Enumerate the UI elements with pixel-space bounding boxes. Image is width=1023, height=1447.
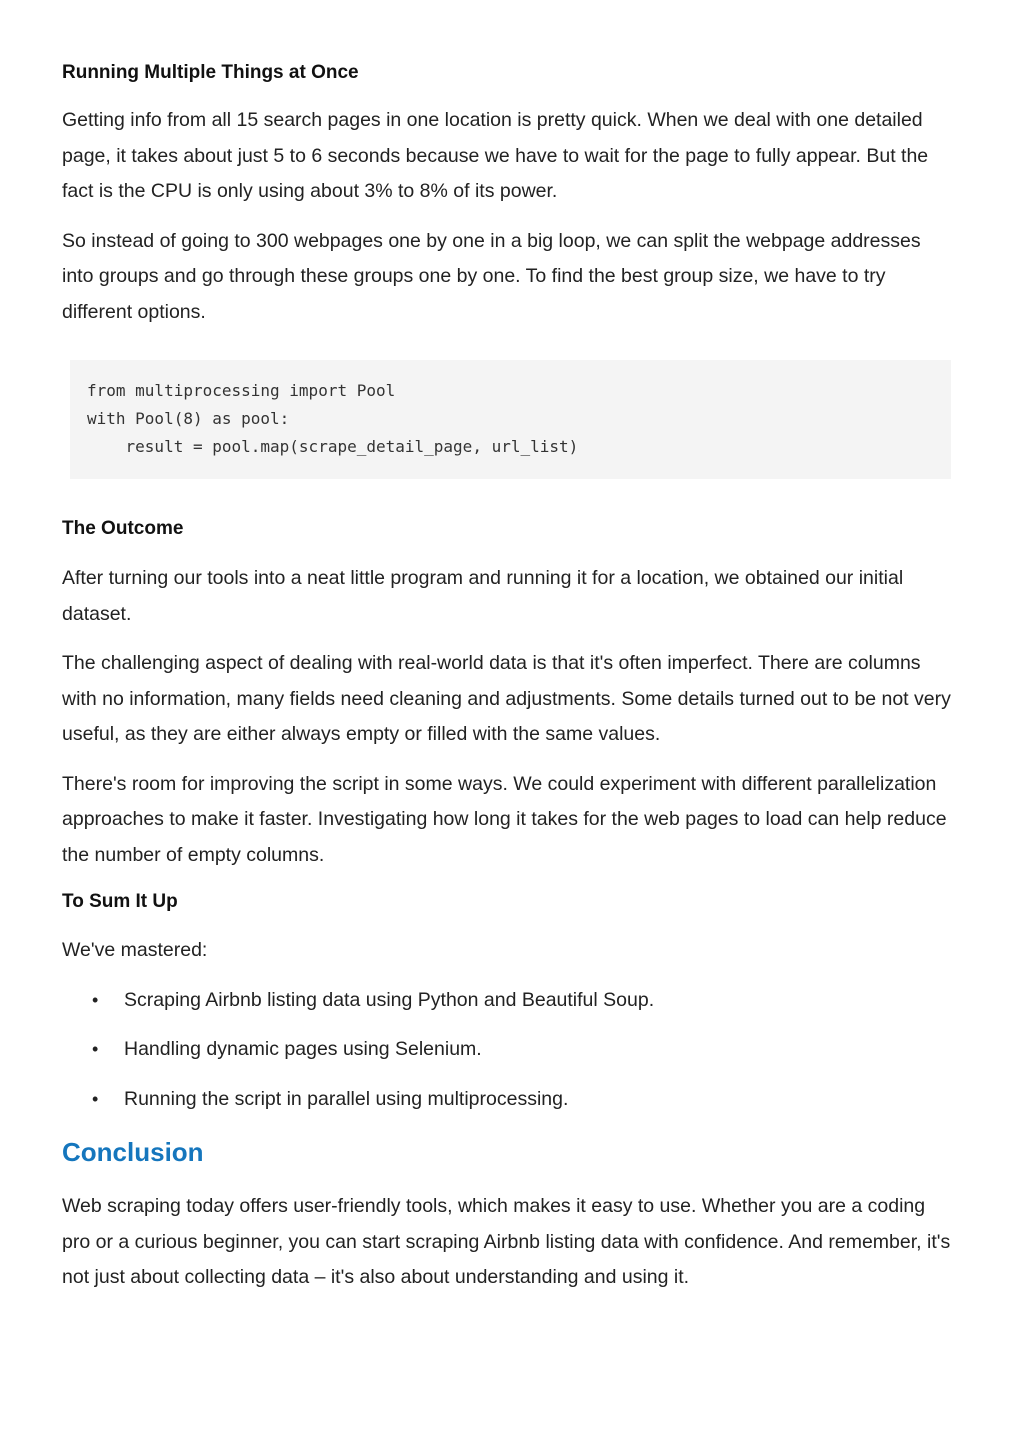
list-item-text: Running the script in parallel using multiprocessing. <box>124 1087 569 1110</box>
list-item <box>62 983 957 1019</box>
paragraph-multi-1: Getting info from all 15 search pages in one location is pretty quick. When we deal with one detailed page, it takes about just 5 to 6 seconds because we have to wait for the page to fully appear. But the fact is the CPU is only using about 3% to 8% of its power. <box>62 109 929 202</box>
summary-list <box>62 983 957 1118</box>
list-item-text: Scraping Airbnb listing data using Python and Beautiful Soup. <box>124 988 655 1011</box>
code-line: with Pool(8) as pool: <box>87 409 290 428</box>
heading-running-multiple: Running Multiple Things at Once <box>62 62 359 83</box>
document-page <box>62 58 957 1296</box>
list-item-text: Handling dynamic pages using Selenium. <box>124 1038 482 1060</box>
bullet-icon: • <box>92 1088 99 1109</box>
heading-outcome: The Outcome <box>62 518 184 539</box>
bullet-icon: • <box>92 989 99 1010</box>
code-block <box>70 360 951 479</box>
paragraph-outcome-1: After turning our tools into a neat little program and running it for a location, we obtained our initial dataset. <box>62 567 904 625</box>
heading-sum-it-up: To Sum It Up <box>62 891 178 912</box>
paragraph-multi-2: So instead of going to 300 webpages one by one in a big loop, we can split the webpage addresses into groups and go through these groups one by one. To find the best group size, we have to try different options. <box>62 229 921 323</box>
paragraph-conclusion: Web scraping today offers user-friendly tools, which makes it easy to use. Whether you are a coding pro or a curious beginner, you can start scraping Airbnb listing data with confidence. And remember, it's not just about collecting data – it's also about understanding and using it. <box>62 1195 951 1288</box>
heading-conclusion: Conclusion <box>62 1137 204 1167</box>
list-item <box>62 1082 957 1118</box>
paragraph-sum-intro: We've mastered: <box>62 939 208 961</box>
code-line: from multiprocessing import Pool <box>87 381 396 400</box>
paragraph-outcome-2: The challenging aspect of dealing with real-world data is that it's often imperfect. There are columns with no information, many fields need cleaning and adjustments. Some details turned out to be not very useful, as they are either always empty or filled with the same values. <box>62 652 951 745</box>
code-line: result = pool.map(scrape_detail_page, url_list) <box>87 437 579 456</box>
bullet-icon: • <box>92 1039 99 1059</box>
paragraph-outcome-3: There's room for improving the script in some ways. We could experiment with different parallelization approaches to make it faster. Investigating how long it takes for the web pages to load can help reduce the number of empty columns. <box>62 772 947 866</box>
list-item <box>62 1032 957 1068</box>
